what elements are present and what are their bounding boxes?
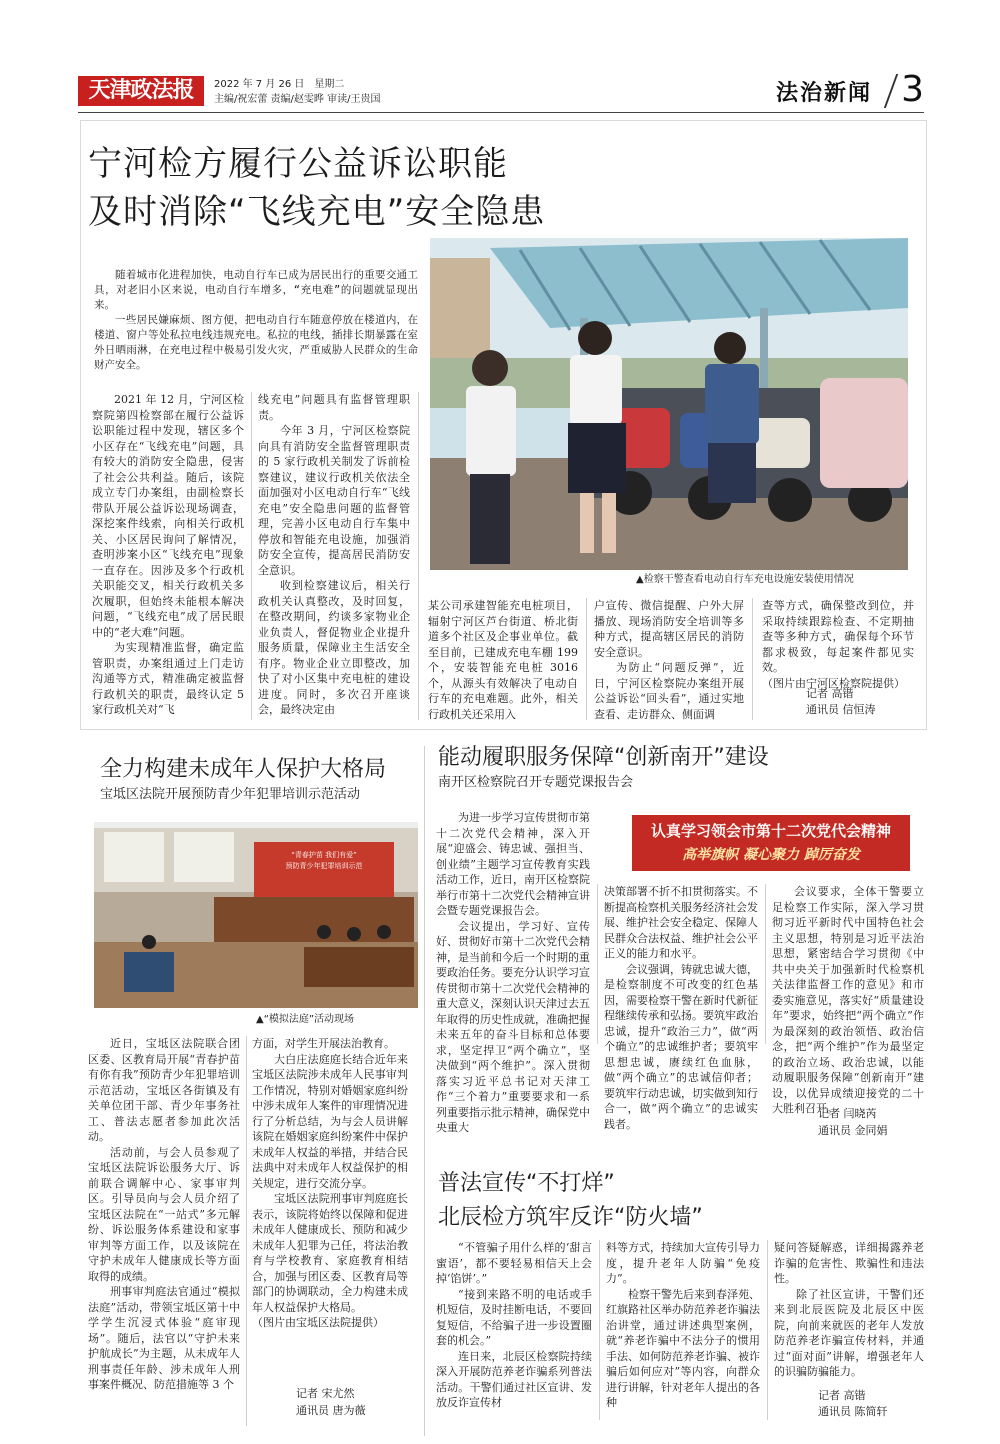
- article4-title-line1: 普法宣传“不打烊”: [438, 1171, 615, 1196]
- article1-col4-p2: 为防止“问题反弹”，近日，宁河区检察院办案组开展公益诉讼“回头看”，通过实地查看、走访群众、侧面调: [594, 661, 744, 721]
- article2-col1-p3: 刑事审判庭法官通过“模拟法庭”活动，带领宝坻区第十中学学生沉浸式体验“庭审现场”。随后，法官以“守护未来 护航成长”为主题，从未成年人刑事责任年龄、涉未成年人刑事案件概况、防范措施等 3 个: [88, 1285, 240, 1391]
- article4-correspondent: 通讯员 陈简轩: [818, 1405, 888, 1418]
- article2-col2-p3: 宝坻区法院刑事审判庭庭长表示，该院将始终以保障和促进未成年人健康成长、预防和减少未成年人犯罪为己任，将法治教育与学校教育、家庭教育相结合，加强与团区委、区教育局等部门的协调联动，全力构建未成年人权益保护大格局。: [252, 1192, 408, 1314]
- article1-photo-caption: ▲检察干警查看电动自行车充电设施安装使用情况: [636, 574, 854, 585]
- article2-col1-p1: 近日，宝坻区法院联合团区委、区教育局开展“青春护苗 有你有我”预防青少年犯罪培训示范活动，宝坻区各街镇及有关单位团干部、青少年事务社工、普法志愿者参加此次活动。: [88, 1037, 240, 1143]
- article4-col2: [606, 1240, 760, 1411]
- article4-col1-p3: 连日来，北辰区检察院持续深入开展防范养老诈骗系列普法活动。干警们通过社区宣讲、发放反诈宣传材: [436, 1349, 592, 1409]
- article1-col3: [428, 598, 578, 722]
- article2-title: 全力构建未成年人保护大格局: [100, 757, 387, 782]
- article1-col1-p2: 为实现精准监督，确定监管职责，办案组通过上门走访沟通等方式，精准确定被监督行政机关的职责，最终认定 5 家行政机关对“飞: [92, 641, 244, 716]
- article3-subtitle: 南开区检察院召开专题党课报告会: [438, 775, 634, 790]
- article2-correspondent: 通讯员 唐为薇: [296, 1404, 366, 1417]
- column-divider: [251, 392, 252, 720]
- article4-col3-p1: 疑问答疑解惑，详细揭露养老诈骗的危害性、欺骗性和违法性。: [774, 1241, 924, 1285]
- article1-lead-p2: 一些居民嫌麻烦、图方便，把电动自行车随意停放在楼道内，在楼道、窗户等处私拉电线违规充电。私拉的电线，插排长期暴露在室外日晒雨淋，在充电过程中极易引发火灾，严重威胁人民群众的生命财产安全。: [94, 314, 418, 371]
- article4-col2-p1: 料等方式，持续加大宣传引导力度，提升老年人防骗“免疫力”。: [606, 1241, 760, 1285]
- article3-col2: [604, 884, 758, 1132]
- court-screen-line2: 预防青少年犯罪培训示范: [285, 862, 363, 870]
- article1-col2-p3: 收到检察建议后，相关行政机关认真整改，及时回复，在整改期间，约谈多家物业企业负责人，督促物业企业提升服务质量，保障业主生活安全有序。物业企业立即整改，加快了对小区集中充电桩的建设进度。同时，多次召开座谈会，最终决定由: [258, 579, 410, 716]
- article3-col1-p2: 会议提出，学习好、宣传好、贯彻好市第十二次党代会精神，是当前和今后一个时期的重要政治任务。要充分认识学习宣传贯彻市第十二次党代会精神的重大意义，深刻认识天津过去五年取得的历史性成就，准确把握未来五年的奋斗目标和总体要求，坚定捍卫“两个确立”，坚决做到“两个维护”。深入贯彻落实习近平总书记对天津工作“三个着力”重要要求和一系列重要指示批示精神，确保党中央重大: [436, 919, 590, 1134]
- article2-reporter: 记者 宋尤然: [296, 1387, 355, 1400]
- article3-col2-p1: 决策部署不折不扣贯彻落实。不断提高检察机关服务经济社会发展、维护社会安全稳定、保障人民群众合法权益、维护社会公平正义的能力和水平。: [604, 885, 758, 960]
- article1-col1: [92, 392, 244, 718]
- article1-correspondent: 通讯员 信恒涛: [806, 703, 876, 716]
- article1-col4: [594, 598, 744, 722]
- article1-lead-p1: 随着城市化进程加快，电动自行车已成为居民出行的重要交通工具，对老旧小区来说，电动自行车增多，“充电难”的问题就显现出来。: [94, 269, 418, 311]
- banner-line2: 高举旗帜 凝心聚力 踔厉奋发: [682, 847, 860, 863]
- article4-col1: [436, 1240, 592, 1411]
- page-number: 3: [901, 69, 924, 110]
- article1-col4-p1: 户宣传、微信提醒、户外大屏播放、现场消防安全培训等多种方式，提高辖区居民的消防安全意识。: [594, 599, 744, 659]
- header-divider: [884, 74, 898, 108]
- article2-col1: [88, 1036, 240, 1393]
- article1-reporter: 记者 高锴: [806, 687, 854, 700]
- article3-col3-p1: 会议要求，全体干警要立足检察工作实际，深入学习贯彻习近平新时代中国特色社会主义思想，特别是习近平法治思想，紧密结合学习贯彻《中共中央关于加强新时代检察机关法律监督工作的意见》和市委实施意见，落实好“质量建设年”要求，始终把“两个确立”作为最深刻的政治领悟、政治信念，把“两个维护”作为最坚定的政治立场、政治忠诚，以能动履职服务保障“创新南开”建设，以优异成绩迎接党的二十大胜利召开。: [772, 885, 924, 1115]
- column-divider: [767, 1240, 768, 1420]
- column-divider: [752, 598, 753, 720]
- article1-credit: （图片由宁河区检察院提供）: [762, 676, 905, 690]
- article1-col3-p1: 某公司承建智能充电桩项目，辐射宁河区芦台街道、桥北街道多个社区及企事业单位。截至目前，已建成充电车棚 199 个，安装智能充电桩 3016 个，从源头有效解决了电动自行车的充电难题。此外，相关行政机关还采用入: [428, 599, 578, 721]
- article3-col1: [436, 810, 590, 1136]
- column-divider: [246, 1036, 247, 1426]
- article1-col5: [762, 598, 914, 691]
- issue-date: 2022 年 7 月 26 日 星期二: [214, 79, 345, 90]
- article2-col2-p1: 方面，对学生开展法治教育。: [252, 1037, 395, 1050]
- article1-lead: [94, 268, 418, 373]
- article4-col3: [774, 1240, 924, 1380]
- column-divider: [765, 884, 766, 1044]
- article1-title-line1: 宁河检方履行公益诉讼职能: [88, 144, 508, 184]
- article4-col2-p2: 检察干警先后来到春泽苑、红旗路社区举办防范养老诈骗法治讲堂，通过讲述典型案例，就“养老诈骗中不法分子的惯用手法、如何防范养老诈骗、被诈骗后如何应对”等内容，向群众进行讲解，针对老年人提出的各种: [606, 1287, 760, 1409]
- newspaper-logo: 天津政法报: [78, 76, 204, 106]
- party-congress-banner: [632, 815, 910, 871]
- court-screen: [254, 850, 394, 872]
- column-divider: [599, 1240, 600, 1420]
- section-divider: [424, 746, 425, 1436]
- article3-reporter: 记者 闫晓芮: [818, 1107, 877, 1120]
- article1-title-line2: 及时消除“飞线充电”安全隐患: [88, 192, 546, 232]
- column-divider: [418, 392, 419, 720]
- article1-col5-p1: 查等方式，确保整改到位，并采取持续跟踪检查、不定期抽查等多种方式，确保每个环节都求极致，每起案件都见实效。: [762, 599, 914, 674]
- article2-col2: [252, 1036, 408, 1331]
- column-divider: [597, 884, 598, 1044]
- article4-col1-p1: “不管骗子用什么样的‘甜言蜜语’，都不要轻易相信天上会掉‘馅饼’。”: [436, 1241, 592, 1285]
- article2-photo-caption: ▲“模拟法庭”活动现场: [256, 1014, 355, 1025]
- column-divider: [586, 598, 587, 720]
- article2-col1-p2: 活动前，与会人员参观了宝坻区法院诉讼服务大厅、诉前联合调解中心、家事审判区。引导员向与会人员介绍了宝坻区法院在“一站式”多元解纷、诉讼服务体系建设和家事审判等方面工作，以及该院在守护未成年人健康成长等方面取得的成绩。: [88, 1145, 240, 1283]
- article4-title-line2: 北辰检方筑牢反诈“防火墙”: [438, 1205, 703, 1230]
- article4-reporter: 记者 高锴: [818, 1389, 866, 1402]
- charging-shed-photo: [430, 238, 908, 570]
- article1-col1-p1: 2021 年 12 月，宁河区检察院第四检察部在履行公益诉讼职能过程中发现，辖区多个小区存在“飞线充电”问题，具有较大的消防安全隐患，侵害了社会公共利益。随后，该院成立专门办案组，由副检察长带队开展公益诉讼现场调查，深挖案件线索，向相关行政机关、小区居民询问了解情况，查明涉案小区“飞线充电”现象一直存在。因涉及多个行政机关职能交叉，相关行政机关多次履职，但始终未能根本解决问题，“飞线充电”成了居民眼中的“老大难”问题。: [92, 393, 244, 639]
- banner-line1: 认真学习领会市第十二次党代会精神: [650, 822, 891, 840]
- article3-col1-p1: 为进一步学习宣传贯彻市第十二次党代会精神，深入开展“迎盛会、铸忠诚、强担当、创业绩”主题学习宣传教育实践活动工作，近日，南开区检察院举行市第十二次党代会精神宣讲会暨专题党课报告会。: [436, 811, 590, 917]
- article2-col2-p2: 大白庄法庭庭长结合近年来宝坻区法院涉未成年人民事审判工作情况，特别对婚姻家庭纠纷中涉未成年人案件的审理情况进行了分析总结，为与会人员讲解该院在婚姻家庭纠纷案件中保护未成年人权益的举措，并结合民法典中对未成年人权益保护的相关规定，进行交流分享。: [252, 1052, 408, 1190]
- article4-col1-p2: “接到来路不明的电话或手机短信，及时挂断电话，不要回复短信，不给骗子进一步设置圈套的机会。”: [436, 1287, 592, 1347]
- article1-col2-p2: 今年 3 月，宁河区检察院向具有消防安全监督管理职责的 5 家行政机关制发了诉前检察建议，建议行政机关依法全面加强对小区电动自行车“飞线充电”安全隐患问题的监督管理，完善小区电动自行车集中停放和智能充电设施，加强消防安全宣传，提高居民消防安全意识。: [258, 424, 410, 577]
- article2-photo: [94, 822, 418, 1008]
- header-rule: [78, 112, 924, 113]
- article2-subtitle: 宝坻区法院开展预防青少年犯罪培训示范活动: [100, 787, 361, 802]
- editors-line: 主编/祝宏蕾 责编/赵雯晔 审读/王贵国: [214, 94, 381, 105]
- article1-col2-p1: 线充电”问题具有监督管理职责。: [258, 393, 410, 422]
- article4-col3-p2: 除了社区宣讲，干警们还来到北辰医院及北辰区中医院，向前来就医的老年人发放防范养老诈骗宣传材料，并通过“面对面”讲解，增强老年人的识骗防骗能力。: [774, 1287, 924, 1378]
- article3-col3: [772, 884, 924, 1117]
- section-name: 法治新闻: [775, 81, 872, 106]
- article2-credit: （图片由宝坻区法院提供）: [252, 1316, 384, 1329]
- article3-col2-p2: 会议强调，铸就忠诚大德，是检察制度不可改变的红色基因，需要检察干警在新时代新征程继续传承和弘扬。要筑牢政治忠诚，提升“政治三力”，做“两个确立”的忠诚维护者；要筑牢思想忠诚，赓续红色血脉，做“两个确立”的忠诚信仰者；要筑牢行动忠诚，切实做到知行合一，做“两个确立”的忠诚实践者。: [604, 962, 758, 1131]
- article3-correspondent: 通讯员 金同娟: [818, 1124, 888, 1137]
- court-screen-line1: “青春护苗 我们有爱”: [291, 851, 357, 859]
- article3-title: 能动履职服务保障“创新南开”建设: [438, 745, 769, 770]
- article1-col2: [258, 392, 410, 718]
- article1-photo: [430, 238, 908, 570]
